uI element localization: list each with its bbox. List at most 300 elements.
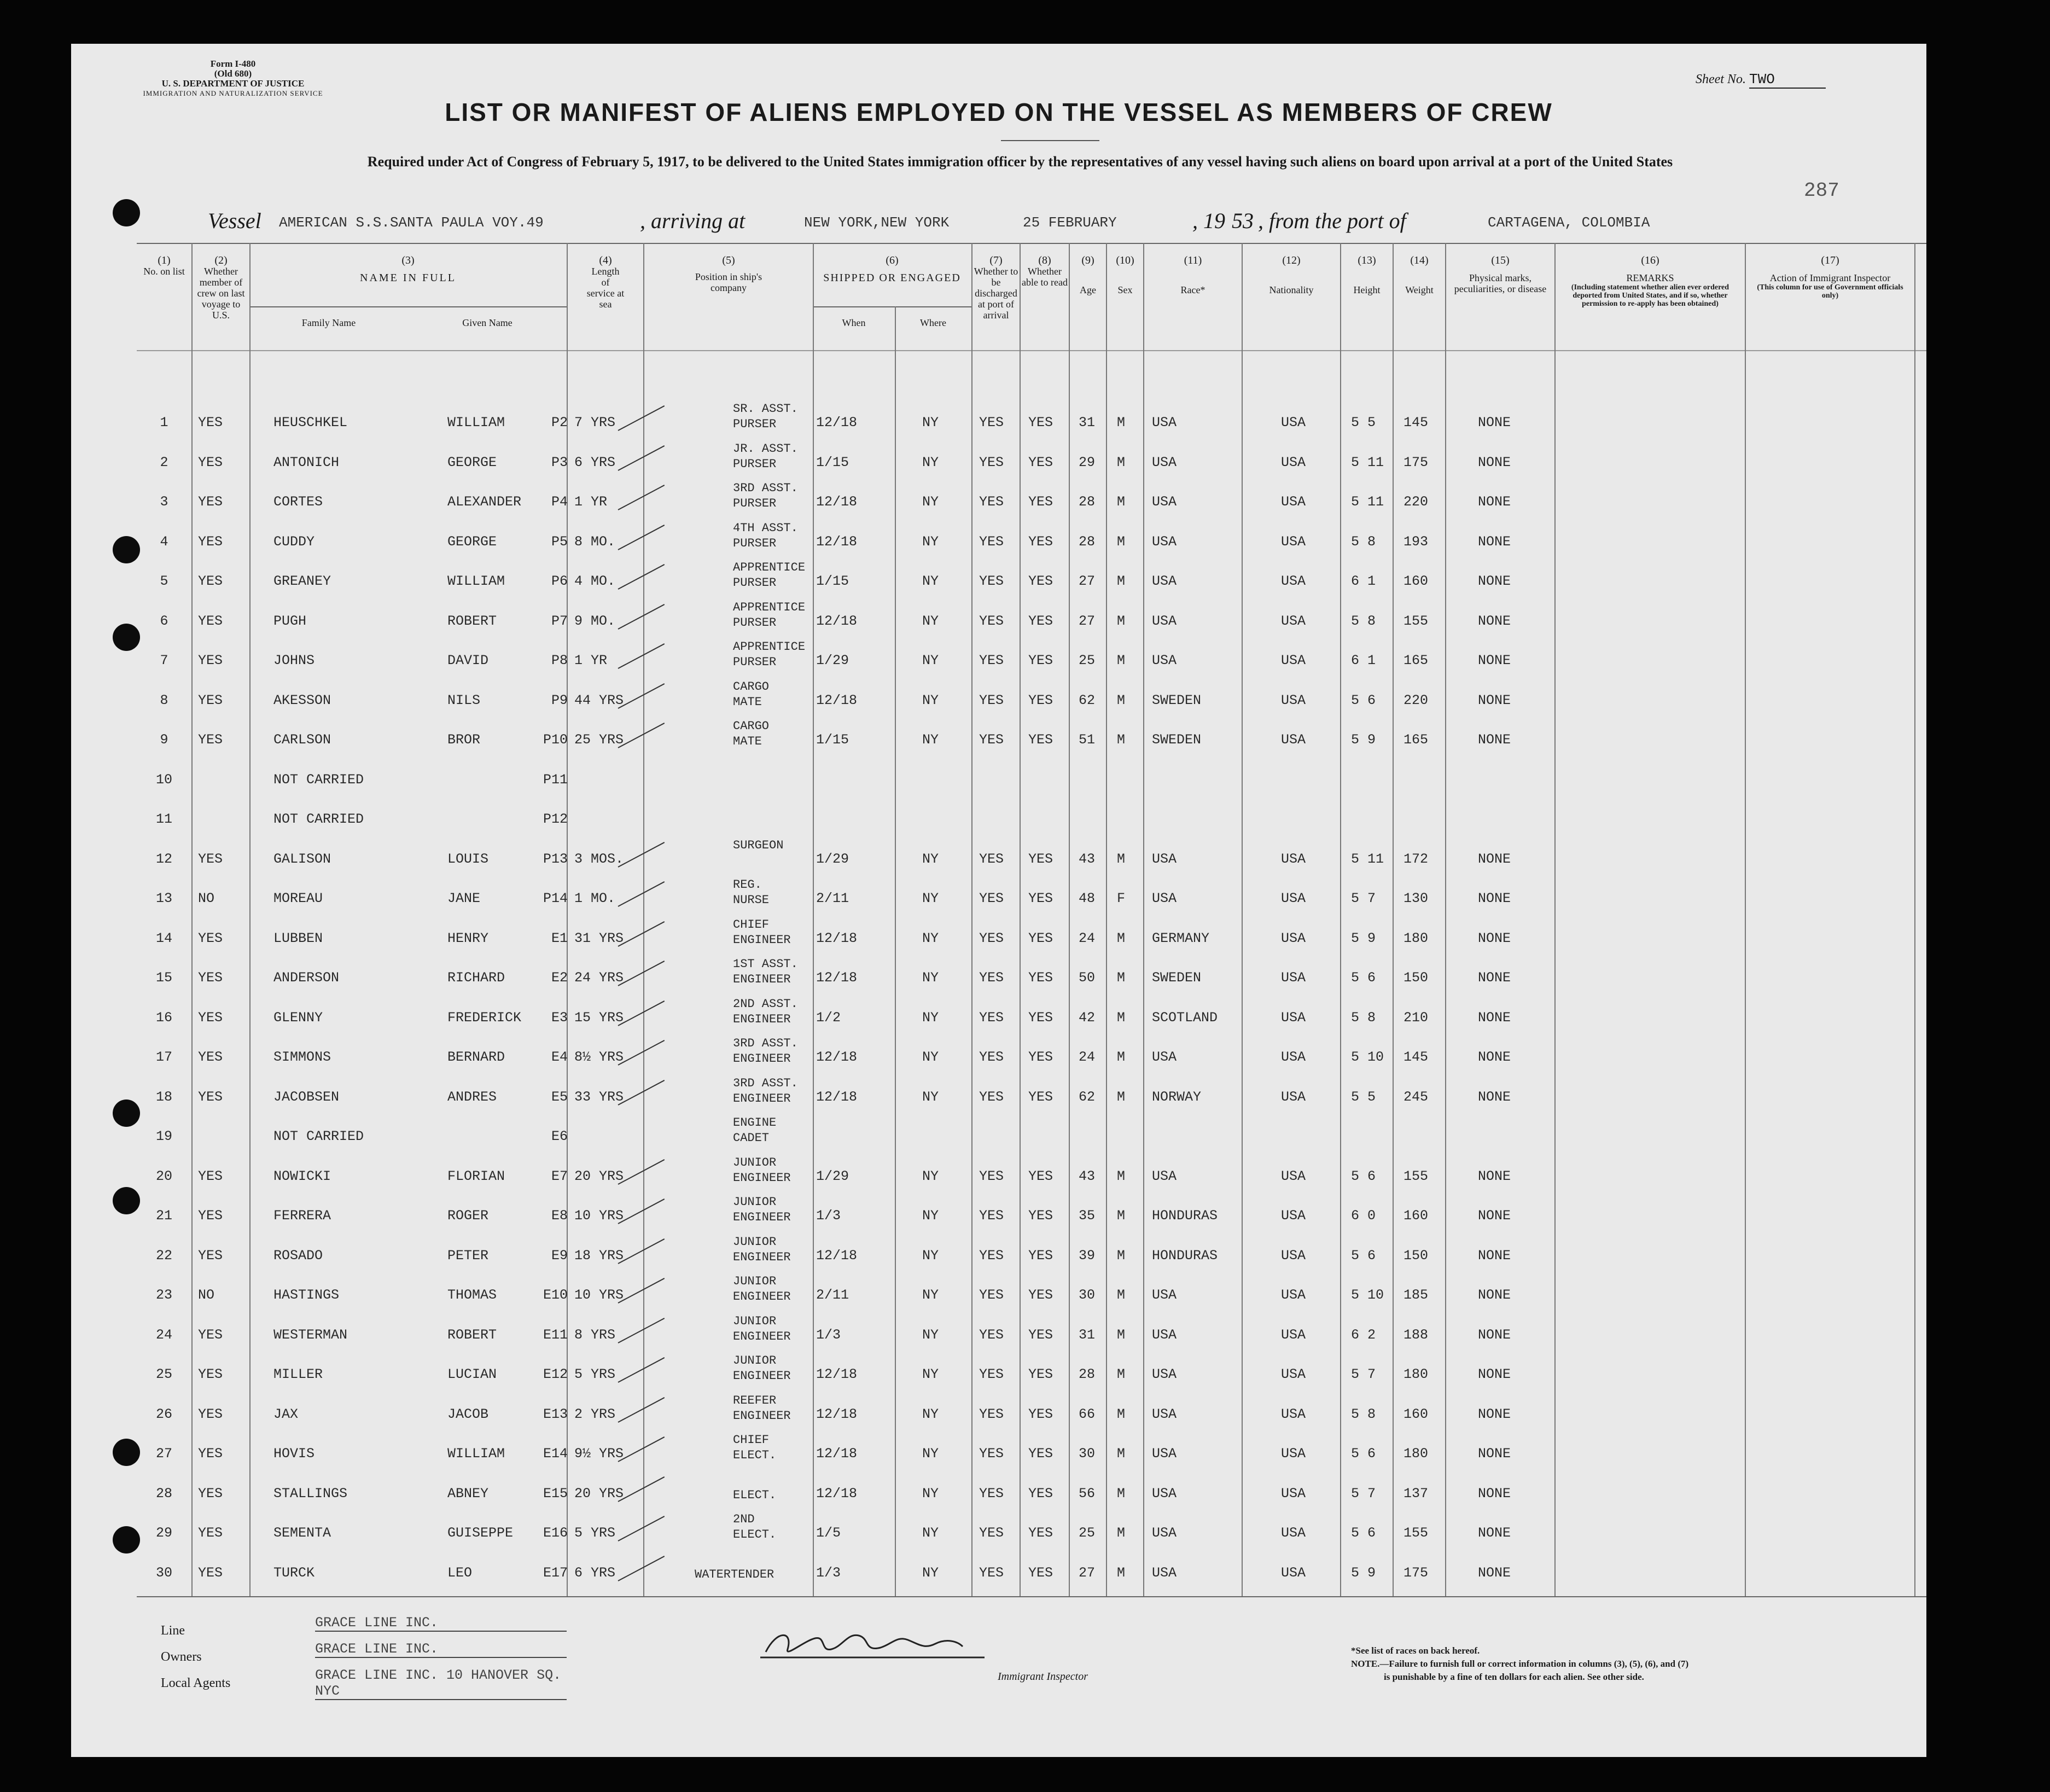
cell-height: 5 6 [1351,1446,1376,1462]
cell-length: 8 MO. [574,533,616,550]
cell-member: YES [198,1366,223,1382]
cell-read: YES [1028,1446,1053,1462]
cell-given: HENRY [447,930,489,946]
footnote-races: *See list of races on back hereof. [1351,1645,1480,1656]
cell-nat: USA [1281,1525,1306,1541]
col-header-nationality: (12) Nationality [1269,254,1314,295]
cell-given: DAVID [447,653,489,668]
cell-position-line1: 3RD ASST. [733,481,798,495]
cell-sex: M [1117,494,1126,510]
agents-value: GRACE LINE INC. 10 HANOVER SQ. NYC [315,1667,562,1699]
cell-position-line1: JUNIOR [733,1195,777,1209]
pen-stroke [618,643,665,669]
cell-age: 28 [1079,494,1096,510]
cell-no: 3 [160,494,168,510]
cell-height: 6 1 [1351,573,1376,589]
cell-where: NY [922,930,939,946]
cell-code: P11 [543,771,568,788]
cell-race: SWEDEN [1152,692,1202,708]
cell-marks: NONE [1478,1009,1511,1026]
cell-no: 16 [155,1009,172,1026]
cell-age: 31 [1079,1326,1096,1343]
pen-stroke [618,1318,665,1343]
cell-position-line1: JUNIOR [733,1354,777,1368]
cell-member: YES [198,533,223,550]
line-value-field [315,1615,567,1632]
cell-when: 1/29 [816,1168,849,1184]
cell-length: 33 YRS [574,1089,624,1105]
cell-disch: YES [979,851,1004,867]
cell-family: JACOBSEN [273,1089,340,1105]
cell-marks: NONE [1478,653,1511,668]
cell-length: 3 MOS. [574,851,624,867]
cell-position-line1: 3RD ASST. [733,1076,798,1090]
cell-read: YES [1028,930,1053,946]
cell-sex: M [1117,1326,1126,1343]
owners-label: Owners [161,1650,202,1664]
cell-when: 1/3 [816,1208,841,1224]
cell-position-line1: CHIEF [733,917,770,932]
cell-position-line2: PURSER [733,576,777,590]
cell-race: USA [1152,1564,1177,1581]
cell-disch: YES [979,1247,1004,1264]
cell-no: 24 [155,1326,172,1343]
arriving-value: NEW YORK,NEW YORK [804,214,950,231]
cell-family: FERRERA [273,1208,331,1224]
cell-weight: 245 [1403,1089,1429,1105]
cell-position-line2: ELECT. [733,1528,777,1541]
footer-agents [161,1676,230,1691]
cell-marks: NONE [1478,891,1511,906]
cell-member: YES [198,1446,223,1462]
line-value: GRACE LINE INC. [315,1615,439,1631]
cell-nat: USA [1281,930,1306,946]
cell-given: WILLIAM [447,573,505,589]
footer-owners [161,1650,202,1665]
cell-given: BROR [447,732,481,748]
cell-position-line2: PURSER [733,457,777,471]
cell-given: WILLIAM [447,1446,505,1462]
cell-position-line1: APPRENTICE [733,561,806,574]
cell-read: YES [1028,415,1053,430]
cell-where: NY [922,1287,939,1303]
cell-race: USA [1152,533,1177,550]
cell-when: 1/29 [816,653,849,668]
pen-stroke [618,842,665,868]
cell-position-line1: JUNIOR [733,1155,777,1170]
cell-disch: YES [979,1564,1004,1581]
cell-code: E10 [543,1287,568,1303]
cell-nat: USA [1281,732,1306,748]
footnotes [1351,1644,1843,1684]
cell-where: NY [922,533,939,550]
cell-weight: 180 [1403,930,1429,946]
cell-race: SWEDEN [1152,732,1202,748]
cell-position-line1: APPRENTICE [733,640,806,654]
cell-when: 12/18 [816,415,858,430]
cell-marks: NONE [1478,851,1511,867]
cell-marks: NONE [1478,1247,1511,1264]
cell-race: GERMANY [1152,930,1210,946]
cell-age: 35 [1079,1208,1096,1224]
col-header-read: (8) Whether able to read [1022,254,1068,288]
cell-disch: YES [979,653,1004,668]
cell-height: 5 11 [1351,454,1384,470]
col-header-length: (4) Length of service at sea [586,254,625,310]
cell-code: E3 [551,1009,568,1026]
cell-no: 12 [155,851,172,867]
cell-position-line1: JUNIOR [733,1314,777,1328]
cell-family: STALLINGS [273,1485,348,1502]
cell-sex: M [1117,1564,1126,1581]
cell-where: NY [922,1446,939,1462]
cell-weight: 145 [1403,415,1429,430]
cell-read: YES [1028,1564,1053,1581]
pen-stroke [618,1080,665,1106]
cell-weight: 145 [1403,1049,1429,1065]
cell-where: NY [922,1009,939,1026]
cell-member: YES [198,454,223,470]
cell-nat: USA [1281,1247,1306,1264]
pen-stroke [618,1476,665,1502]
line-label: Line [161,1624,185,1638]
cell-disch: YES [979,1525,1004,1541]
cell-read: YES [1028,692,1053,708]
cell-marks: NONE [1478,1406,1511,1422]
cell-code: P10 [543,732,568,748]
cell-when: 12/18 [816,1089,858,1105]
cell-length: 6 YRS [574,454,616,470]
cell-sex: M [1117,1446,1126,1462]
pen-stroke [618,961,665,986]
cell-code: E12 [543,1366,568,1382]
cell-given: BERNARD [447,1049,505,1065]
cell-position-line1: 3RD ASST. [733,1037,798,1050]
cell-code: P6 [551,573,568,589]
cell-when: 1/29 [816,851,849,867]
col-header-age: (9) Age [1080,254,1096,295]
cell-where: NY [922,454,939,470]
cell-weight: 172 [1403,851,1429,867]
cell-read: YES [1028,732,1053,748]
cell-no: 27 [155,1446,172,1462]
cell-sex: M [1117,732,1126,748]
cell-sex: M [1117,970,1126,986]
cell-position-line2: ENGINEER [733,1409,791,1423]
cell-given: FLORIAN [447,1168,505,1184]
cell-length: 1 YR [574,653,608,668]
shipped-subheader-rule [813,306,971,307]
cell-where: NY [922,891,939,906]
cell-when: 12/18 [816,533,858,550]
cell-race: SCOTLAND [1152,1009,1218,1026]
pen-stroke [618,881,665,907]
cell-given: NILS [447,692,481,708]
cell-family: PUGH [273,613,307,629]
cell-age: 62 [1079,692,1096,708]
cell-disch: YES [979,1168,1004,1184]
col-header-no: (1) No. on list [143,254,185,277]
cell-nat: USA [1281,1485,1306,1502]
cell-marks: NONE [1478,970,1511,986]
cell-member: YES [198,494,223,510]
cell-code: P2 [551,415,568,430]
pen-stroke [618,1397,665,1423]
cell-length: 4 MO. [574,573,616,589]
cell-height: 5 8 [1351,1406,1376,1422]
cell-sex: M [1117,1009,1126,1026]
cell-no: 25 [155,1366,172,1382]
cell-member: YES [198,573,223,589]
cell-no: 8 [160,692,168,708]
cell-marks: NONE [1478,1168,1511,1184]
cell-position-line2: PURSER [733,655,777,669]
cell-weight: 220 [1403,494,1429,510]
col-header-family-name: Family Name [301,317,356,328]
pen-stroke [618,564,665,590]
cell-height: 5 8 [1351,533,1376,550]
cell-disch: YES [979,573,1004,589]
cell-code: E5 [551,1089,568,1105]
cell-no: 20 [155,1168,172,1184]
cell-age: 62 [1079,1089,1096,1105]
cell-where: NY [922,494,939,510]
cell-age: 24 [1079,930,1096,946]
cell-where: NY [922,1247,939,1264]
col-header-shipped: (6) SHIPPED OR ENGAGED [823,254,961,284]
cell-marks: NONE [1478,613,1511,629]
cell-member: YES [198,415,223,430]
cell-disch: YES [979,891,1004,906]
cell-no: 10 [155,771,172,788]
cell-code: P14 [543,891,568,906]
pen-stroke [618,445,665,471]
cell-position-line2: NURSE [733,893,770,907]
cell-position-line2: PURSER [733,536,777,550]
cell-height: 5 11 [1351,494,1384,510]
cell-disch: YES [979,533,1004,550]
cell-height: 5 6 [1351,1525,1376,1541]
cell-given: JANE [447,891,481,906]
cell-height: 5 8 [1351,613,1376,629]
cell-given: RICHARD [447,970,505,986]
cell-where: NY [922,1326,939,1343]
cell-no: 26 [155,1406,172,1422]
cell-disch: YES [979,1485,1004,1502]
form-old-number: (Old 680) [214,68,252,79]
cell-member: YES [198,1208,223,1224]
cell-family: NOWICKI [273,1168,331,1184]
cell-weight: 165 [1403,653,1429,668]
cell-weight: 220 [1403,692,1429,708]
cell-disch: YES [979,1009,1004,1026]
cell-when: 12/18 [816,613,858,629]
col-header-given-name: Given Name [462,317,512,328]
cell-marks: NONE [1478,1564,1511,1581]
cell-member: YES [198,1168,223,1184]
pen-stroke [618,1436,665,1462]
cell-weight: 150 [1403,1247,1429,1264]
cell-where: NY [922,573,939,589]
cell-given: GEORGE [447,454,497,470]
cell-when: 12/18 [816,930,858,946]
cell-weight: 137 [1403,1485,1429,1502]
page-subtitle: Required under Act of Congress of February 5, 1917, to be delivered to the United States immigration officer by the representatives of any vessel having such aliens on board upon arrival at a port of the United States [367,154,1673,170]
cell-code: P7 [551,613,568,629]
cell-length: 2 YRS [574,1406,616,1422]
cell-height: 5 10 [1351,1049,1384,1065]
sheet-number-label: Sheet No. [1696,72,1746,86]
cell-nat: USA [1281,415,1306,430]
cell-disch: YES [979,613,1004,629]
cell-no: 21 [155,1208,172,1224]
cell-nat: USA [1281,891,1306,906]
cell-position-line2: MATE [733,695,762,709]
cell-height: 5 9 [1351,732,1376,748]
cell-height: 5 6 [1351,692,1376,708]
cell-race: USA [1152,454,1177,470]
col-divider [1914,243,1915,1596]
cell-where: NY [922,732,939,748]
pen-stroke [618,525,665,550]
cell-sex: M [1117,1208,1126,1224]
cell-family: JAX [273,1406,299,1422]
cell-weight: 150 [1403,970,1429,986]
cell-position-line2: ELECT. [733,1488,777,1502]
cell-length: 18 YRS [574,1247,624,1264]
cell-race: USA [1152,415,1177,430]
cell-no: 28 [155,1485,172,1502]
cell-race: HONDURAS [1152,1247,1218,1264]
cell-nat: USA [1281,1446,1306,1462]
cell-height: 6 1 [1351,653,1376,668]
cell-family: ANDERSON [273,970,340,986]
cell-position-line2: PURSER [733,497,777,510]
cell-code: E11 [543,1326,568,1343]
cell-read: YES [1028,454,1053,470]
cell-weight: 155 [1403,613,1429,629]
cell-age: 31 [1079,415,1096,430]
cell-race: USA [1152,1406,1177,1422]
cell-where: NY [922,1485,939,1502]
year-label: , 19 [1192,208,1225,233]
year-value: 53 [1232,208,1254,233]
cell-nat: USA [1281,454,1306,470]
cell-weight: 180 [1403,1366,1429,1382]
cell-no: 18 [155,1089,172,1105]
cell-length: 9 MO. [574,613,616,629]
cell-member: NO [198,891,215,906]
cell-height: 6 2 [1351,1326,1376,1343]
cell-marks: NONE [1478,1208,1511,1224]
col-header-discharged: (7) Whether to be discharged at port of arrival [974,254,1018,321]
cell-race: NORWAY [1152,1089,1202,1105]
cell-when: 2/11 [816,891,849,906]
cell-age: 56 [1079,1485,1096,1502]
col-header-remarks: (16) REMARKS (Including statement whether alien ever ordered deported from United States, and if so, whether permission to re-apply has been obtained) [1571,254,1729,308]
cell-disch: YES [979,1326,1004,1343]
col-divider [813,243,814,1596]
cell-member: YES [198,732,223,748]
cell-read: YES [1028,1326,1053,1343]
cell-code: P4 [551,494,568,510]
cell-sex: M [1117,1247,1126,1264]
cell-code: E1 [551,930,568,946]
cell-race: USA [1152,1366,1177,1382]
cell-no: 6 [160,613,168,629]
cell-age: 28 [1079,1366,1096,1382]
cell-family: HEUSCHKEL [273,415,348,430]
cell-position-line1: CARGO [733,719,770,733]
cell-read: YES [1028,1525,1053,1541]
header-bottom-rule [137,350,1926,351]
cell-sex: M [1117,415,1126,430]
footer-line [161,1624,185,1638]
cell-when: 12/18 [816,970,858,986]
pen-stroke [618,1198,665,1224]
cell-disch: YES [979,692,1004,708]
cell-position-line1: 4TH ASST. [733,521,798,535]
cell-sex: M [1117,1485,1126,1502]
cell-family: LUBBEN [273,930,323,946]
cell-height: 5 10 [1351,1287,1384,1303]
cell-position-line2: ENGINEER [733,973,791,986]
cell-read: YES [1028,1485,1053,1502]
cell-family: SIMMONS [273,1049,331,1065]
vessel-value: AMERICAN S.S.SANTA PAULA VOY.49 [279,214,544,231]
cell-nat: USA [1281,1168,1306,1184]
cell-no: 29 [155,1525,172,1541]
cell-no: 11 [155,811,172,827]
cell-no: 5 [160,573,168,589]
cell-sex: M [1117,930,1126,946]
cell-sex: M [1117,533,1126,550]
cell-disch: YES [979,970,1004,986]
cell-sex: M [1117,1366,1126,1382]
cell-disch: YES [979,494,1004,510]
cell-read: YES [1028,494,1053,510]
cell-no: 2 [160,454,168,470]
cell-member: YES [198,1326,223,1343]
cell-marks: NONE [1478,494,1511,510]
cell-race: USA [1152,573,1177,589]
cell-family: AKESSON [273,692,331,708]
cell-no: 13 [155,891,172,906]
cell-marks: NONE [1478,573,1511,589]
cell-marks: NONE [1478,1525,1511,1541]
cell-family: GALISON [273,851,331,867]
from-port-value: CARTAGENA, COLOMBIA [1488,214,1650,231]
cell-given: WILLIAM [447,415,505,430]
cell-position-line2: WATERTENDER [695,1567,774,1581]
cell-no: 23 [155,1287,172,1303]
cell-read: YES [1028,1009,1053,1026]
cell-nat: USA [1281,1326,1306,1343]
cell-when: 1/5 [816,1525,841,1541]
cell-position-line1: APPRENTICE [733,600,806,614]
cell-where: NY [922,1049,939,1065]
cell-sex: F [1117,891,1126,906]
cell-nat: USA [1281,1366,1306,1382]
cell-nat: USA [1281,533,1306,550]
cell-length: 8½ YRS [574,1049,624,1065]
cell-nat: USA [1281,653,1306,668]
cell-given: JACOB [447,1406,489,1422]
col-divider [1020,243,1021,1596]
cell-race: USA [1152,851,1177,867]
cell-disch: YES [979,1089,1004,1105]
cell-height: 5 6 [1351,970,1376,986]
